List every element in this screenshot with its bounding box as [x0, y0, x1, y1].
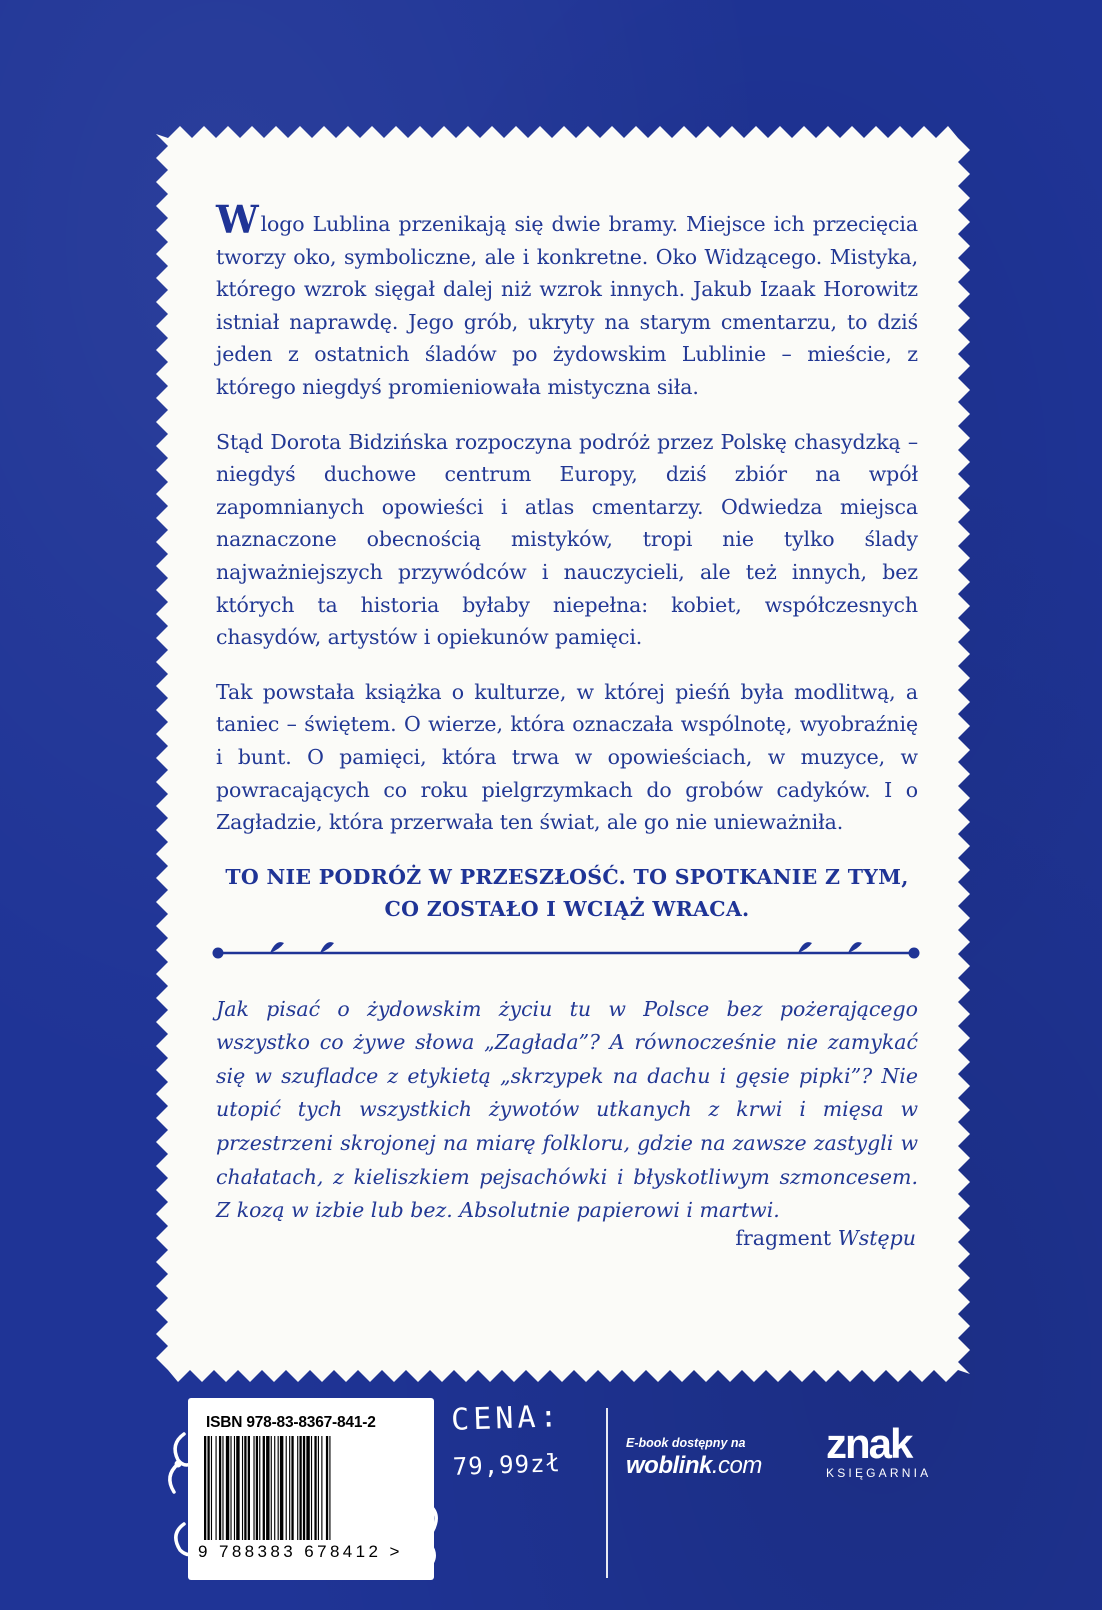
barcode-bar — [253, 1436, 254, 1540]
barcode-bar — [204, 1436, 206, 1540]
barcode-bar — [291, 1436, 293, 1540]
isbn-digits: 9 788383 678412 > — [198, 1542, 403, 1561]
barcode-bar — [299, 1436, 301, 1540]
paragraph-1 — [216, 197, 918, 404]
barcode-bar — [271, 1436, 272, 1540]
barcode-bar — [259, 1436, 260, 1540]
barcode-bar — [321, 1436, 322, 1540]
paragraph-2: Stąd Dorota Bidzińska rozpoczyna podróż przez Polskę chasydzką – niegdyś duchowe centrum Europy, dziś zbiór na wpół zapomnianych opowieści i atlas cmentarzy. Odwiedza miejsca naznaczone obecnością mistyków, tropi nie tylko ślady najważniejszych przywódców i nauczycieli, ale też innych, bez których ta historia byłaby niepełna: kobiet, współczesnych chasydów, artystów i opiekunów pamięci. — [216, 429, 918, 650]
isbn-label: ISBN 978-83-8367-841-2 — [206, 1414, 376, 1431]
woblink-brand: woblink — [626, 1452, 712, 1479]
intro-quote: Jak pisać o żydowskim życiu tu w Polsce bez pożerającego wszystko co żywe słowa „Zagłada”? A równocześnie nie zamykać się w szufladce z etykietą „skrzypek na dachu i gęsie pipki”? Nie utopić tych wszystkich żywotów utkanych z krwi i mięsa w przestrzeni skrojonej na miarę folkloru, gdzie na zawsze zastygli w chałatach, z kieliszkiem pejsachówki i błyskotliwym szmoncesem. Z kozą w izbie lub bez. Absolutnie papierowi i martwi. — [216, 996, 918, 1223]
tagline — [216, 861, 918, 925]
barcode-bar — [318, 1436, 319, 1540]
barcode-bar — [236, 1436, 239, 1540]
barcode-bar — [216, 1436, 217, 1540]
attribution-prefix: fragment — [735, 1225, 832, 1250]
barcode-bar — [280, 1436, 283, 1540]
tagline-line-1: TO NIE PODRÓŻ W PRZESZŁOŚĆ. TO SPOTKANIE Z TYM, — [225, 864, 909, 889]
barcode-bar — [256, 1436, 258, 1540]
barcode-bar — [263, 1436, 265, 1540]
barcode-bar — [311, 1436, 312, 1540]
barcode-bar — [242, 1436, 243, 1540]
barcode-bar — [326, 1436, 328, 1540]
paragraph-3: Tak powstała książka o kulturze, w której pieśń była modlitwą, a taniec – świętem. O wierze, która oznaczała wspólnotę, wyobraźnię i bunt. O pamięci, która trwa w opowieściach, w muzyce, w powracających co roku pielgrzymkach do grobów cadyków. I o Zagładzie, która przerwała ten świat, ale go nie unieważniła. — [216, 679, 918, 835]
barcode-bar — [306, 1436, 309, 1540]
barcode-bar — [289, 1436, 290, 1540]
blurb-panel — [148, 118, 978, 1390]
publisher-logo — [826, 1420, 932, 1480]
barcode-bar — [278, 1436, 279, 1540]
ornamental-divider — [210, 937, 922, 965]
price-value: 79,99zł — [452, 1449, 562, 1481]
dropcap-letter: W — [216, 197, 259, 242]
ebook-info[interactable] — [626, 1436, 762, 1480]
woblink-domain: .com — [711, 1452, 762, 1479]
barcode-bar — [314, 1436, 316, 1540]
barcode-bar — [286, 1436, 287, 1540]
ebook-note: E-book dostępny na — [626, 1436, 746, 1450]
barcode-bar — [248, 1436, 250, 1540]
barcode-bars — [202, 1436, 420, 1540]
barcode-bar — [207, 1436, 209, 1540]
price-tag — [450, 1396, 563, 1488]
attribution-title: Wstępu — [837, 1225, 916, 1250]
vertical-divider — [606, 1408, 608, 1578]
barcode-bar — [244, 1436, 246, 1540]
paragraph-1-text: logo Lublina przenikają się dwie bramy. Miejsce ich przecięcia tworzy oko, symboliczne, ale i konkretne. Oko Widzącego. Mistyka, którego wzrok sięgał dalej niż wzrok innych. Jakub Izaak Horowitz istniał naprawdę. Jego grób, ukryty na starym cmentarzu, to dziś jeden z ostatnich śladów po żydowskim Lublinie – mieście, z którego niegdyś promieniowała mistyczna siła. — [216, 212, 918, 399]
barcode-bar — [234, 1436, 235, 1540]
barcode-stamp — [148, 1394, 438, 1586]
barcode-bar — [329, 1436, 330, 1540]
woblink-logo — [626, 1452, 762, 1480]
barcode-box — [198, 1408, 424, 1570]
barcode-bar — [274, 1436, 275, 1540]
publisher-name: znak — [826, 1420, 912, 1467]
blurb-content — [168, 138, 958, 1370]
barcode-bar — [230, 1436, 231, 1540]
barcode-bar — [219, 1436, 221, 1540]
barcode-bar — [303, 1436, 305, 1540]
quote-attribution — [216, 1226, 918, 1250]
barcode-bar — [266, 1436, 269, 1540]
barcode-bar — [211, 1436, 212, 1540]
barcode-bar — [226, 1436, 229, 1540]
price-label: CENA: — [450, 1399, 563, 1438]
barcode-bar — [222, 1436, 223, 1540]
publisher-sub: KSIĘGARNIA — [826, 1466, 932, 1480]
tagline-line-2: CO ZOSTAŁO I WCIĄŻ WRACA. — [384, 896, 750, 921]
barcode-bar — [297, 1436, 298, 1540]
